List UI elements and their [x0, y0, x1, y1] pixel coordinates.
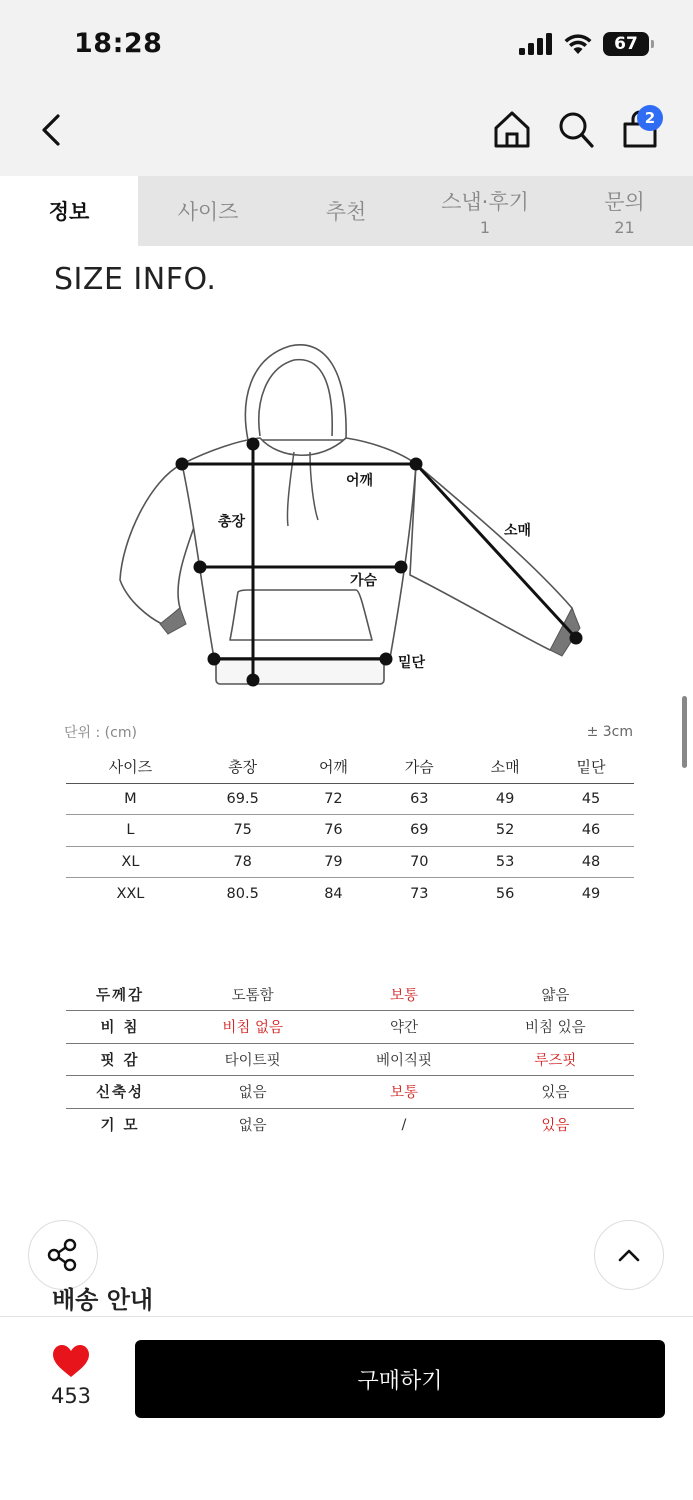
heart-icon[interactable] [52, 1344, 90, 1378]
fabric-row [66, 1076, 634, 1109]
size-value-cell: 78 [195, 846, 291, 878]
size-info-title: SIZE INFO. [54, 262, 217, 297]
size-value-cell: 52 [462, 815, 548, 847]
size-value-cell: 69.5 [195, 783, 291, 815]
tab-recommend[interactable] [278, 176, 414, 246]
size-row [66, 815, 634, 847]
fabric-row [66, 1108, 634, 1141]
size-value-cell: 70 [376, 846, 462, 878]
back-icon[interactable] [34, 110, 70, 150]
search-icon[interactable] [556, 108, 596, 150]
fabric-option: 없음 [174, 1076, 331, 1109]
col-header: 어깨 [291, 750, 377, 783]
col-header: 사이즈 [66, 750, 195, 783]
home-icon[interactable] [492, 108, 532, 150]
size-value-cell: 45 [548, 783, 634, 815]
tab-label: 문의 [604, 189, 645, 214]
fabric-label: 기 모 [100, 1118, 140, 1134]
size-row [66, 783, 634, 815]
size-value-cell: 72 [291, 783, 377, 815]
buy-button[interactable]: 구매하기 [135, 1340, 665, 1418]
tab-label: 사이즈 [177, 200, 239, 224]
label-hem: 밑단 [398, 655, 426, 671]
status-icons [519, 32, 649, 56]
tab-count: 21 [614, 217, 635, 237]
tab-qna[interactable] [556, 176, 693, 246]
size-value-cell: 73 [410, 885, 429, 902]
cart-badge: 2 [637, 105, 663, 131]
fabric-option: 루즈핏 [477, 1043, 634, 1076]
size-row [66, 846, 634, 878]
tab-info[interactable] [0, 176, 138, 246]
fabric-row [66, 978, 634, 1011]
size-value-cell: 56 [495, 885, 515, 902]
label-length: 총장 [218, 514, 246, 530]
tab-count: 1 [479, 217, 491, 237]
fabric-option: 없음 [238, 1118, 267, 1134]
col-header: 밑단 [548, 750, 634, 783]
size-value-cell: 63 [376, 783, 462, 815]
label-chest: 가슴 [350, 573, 378, 589]
size-value-cell: 84 [324, 885, 343, 902]
shipping-title: 배송 안내 [52, 1286, 154, 1314]
size-table-header [66, 750, 634, 783]
fabric-label: 비 침 [66, 1011, 174, 1044]
fabric-row [66, 1043, 634, 1076]
signal-icon [519, 33, 553, 55]
col-header: 소매 [462, 750, 548, 783]
fabric-option: 있음 [541, 1118, 570, 1134]
scrollbar[interactable] [682, 696, 687, 768]
size-value-cell: 69 [376, 815, 462, 847]
scroll-top-button[interactable] [594, 1220, 664, 1290]
wifi-icon [563, 33, 593, 55]
fabric-option: 약간 [331, 1011, 476, 1044]
size-table [66, 750, 634, 909]
fabric-info-table [66, 978, 634, 1141]
fabric-option: 타이트핏 [174, 1043, 331, 1076]
fabric-option: 비침 없음 [174, 1011, 331, 1044]
fabric-option: 얇음 [477, 978, 634, 1011]
fabric-row [66, 1011, 634, 1044]
size-value-cell: 79 [291, 846, 377, 878]
status-time: 18:28 [74, 28, 163, 59]
size-value-cell: 75 [195, 815, 291, 847]
fabric-option: 베이직핏 [331, 1043, 476, 1076]
size-value-cell: 80.5 [226, 885, 259, 902]
fabric-label: 핏 감 [66, 1043, 174, 1076]
tab-size[interactable] [138, 176, 278, 246]
tab-label: 스냅·후기 [441, 189, 529, 214]
tab-label: 정보 [48, 200, 90, 224]
fabric-option: / [401, 1116, 407, 1133]
fabric-option: 있음 [477, 1076, 634, 1109]
label-sleeve: 소매 [504, 523, 532, 539]
share-icon [46, 1238, 80, 1272]
col-header: 가슴 [376, 750, 462, 783]
battery-indicator: 67 [603, 32, 649, 56]
size-value-cell: 46 [548, 815, 634, 847]
chevron-up-icon [614, 1240, 644, 1270]
size-row [66, 878, 634, 910]
size-name-cell: XXL [116, 885, 145, 902]
size-name-cell: L [66, 815, 195, 847]
tab-label: 추천 [325, 200, 367, 224]
like-count: 453 [50, 1384, 92, 1408]
fabric-option: 보통 [331, 1076, 476, 1109]
fabric-option: 도톰함 [174, 978, 331, 1011]
col-header: 총장 [195, 750, 291, 783]
size-name-cell: M [66, 783, 195, 815]
unit-label: 단위 : (cm) [64, 725, 137, 741]
tolerance-label: ± 3cm [586, 724, 633, 740]
size-value-cell: 49 [462, 783, 548, 815]
size-value-cell: 48 [548, 846, 634, 878]
fabric-option: 보통 [331, 978, 476, 1011]
hoodie-size-diagram [110, 340, 590, 690]
tab-reviews[interactable] [414, 176, 556, 246]
label-shoulder: 어깨 [346, 473, 374, 489]
size-value-cell: 49 [581, 885, 601, 902]
fabric-label: 두께감 [66, 978, 174, 1011]
fabric-option: 비침 있음 [477, 1011, 634, 1044]
top-area [0, 0, 693, 176]
product-tabs [0, 176, 693, 246]
fabric-label: 신축성 [66, 1076, 174, 1109]
size-name-cell: XL [66, 846, 195, 878]
size-value-cell: 76 [291, 815, 377, 847]
size-value-cell: 53 [462, 846, 548, 878]
